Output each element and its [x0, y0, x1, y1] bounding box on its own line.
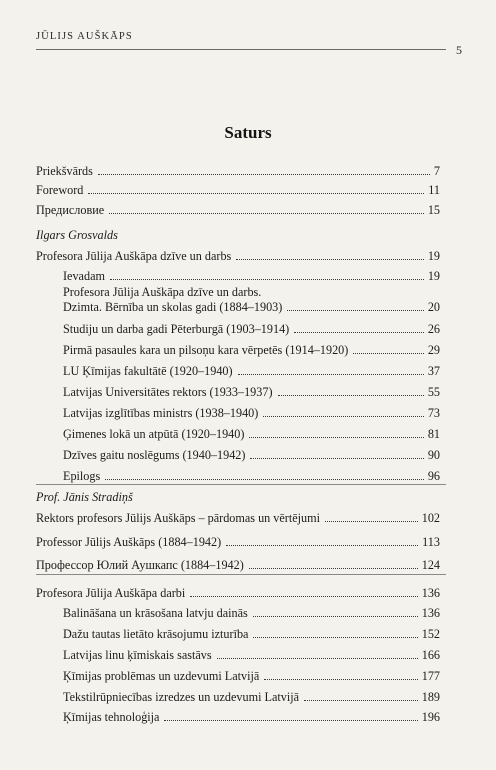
- toc-section-heading: [36, 586, 440, 600]
- toc-entry-label: Epilogs: [63, 469, 101, 483]
- toc-entry: [63, 364, 440, 378]
- toc-entry-page: 19: [427, 269, 440, 283]
- leader-dots: [88, 192, 424, 194]
- toc-entry-prefix: Profesora Jūlija Auškāpa dzīve un darbs.: [63, 285, 262, 299]
- leader-dots: [164, 719, 417, 721]
- toc-entry-page: 96: [427, 469, 440, 483]
- toc-entry: [63, 627, 440, 641]
- toc-entry: [36, 511, 440, 525]
- toc-entry: [36, 203, 440, 217]
- toc-entry-page: 102: [421, 511, 440, 525]
- toc-entry: [63, 710, 440, 724]
- toc-entry-label: Balināšana un krāsošana latvju dainās: [63, 606, 248, 620]
- toc-entry-label: Dažu tautas lietāto krāsojumu izturība: [63, 627, 249, 641]
- leader-dots: [250, 457, 423, 459]
- toc-entry-page: 26: [427, 322, 440, 336]
- toc-entry: [36, 558, 440, 572]
- leader-dots: [304, 699, 418, 701]
- toc-section-heading: [36, 249, 440, 263]
- toc-entry-page: 73: [427, 406, 440, 420]
- toc-entry: [63, 690, 440, 704]
- toc-entry: [63, 269, 440, 283]
- toc-entry-page: 11: [428, 183, 440, 197]
- section-divider: [36, 484, 446, 485]
- leader-dots: [263, 415, 423, 417]
- leader-dots: [217, 657, 418, 659]
- toc-entry-label: Tekstilrūpniecības izredzes un uzdevumi Latvijā: [63, 690, 300, 704]
- leader-dots: [278, 394, 424, 396]
- toc-entry-label: Профессор Юлий Аушкапс (1884–1942): [36, 558, 244, 572]
- toc-entry-label: Ķīmijas problēmas un uzdevumi Latvijā: [63, 669, 260, 683]
- toc-entry-page: 37: [427, 364, 440, 378]
- toc-entry-page: 20: [427, 300, 440, 314]
- toc-entry-label: LU Ķīmijas fakultātē (1920–1940): [63, 364, 233, 378]
- toc-entry-label: Latvijas izglītības ministrs (1938–1940): [63, 406, 259, 420]
- leader-dots: [236, 258, 424, 260]
- toc-entry: [36, 535, 440, 549]
- toc-entry-page: 124: [421, 558, 440, 572]
- toc-entry: [36, 183, 440, 197]
- toc-entry-page: 189: [421, 690, 440, 704]
- leader-dots: [109, 212, 424, 214]
- toc-entry-label: Dzimta. Bērnība un skolas gadi (1884–1903): [63, 300, 283, 314]
- leader-dots: [294, 331, 424, 333]
- toc-entry-page: 152: [421, 627, 440, 641]
- leader-dots: [353, 352, 424, 354]
- toc-entry-page: 55: [427, 385, 440, 399]
- toc-entry-page: 19: [427, 249, 440, 263]
- toc-entry-label: Studiju un darba gadi Pēterburgā (1903–1914): [63, 322, 290, 336]
- toc-entry-page: 166: [421, 648, 440, 662]
- toc-entry: [63, 606, 440, 620]
- toc-entry: [63, 427, 440, 441]
- toc-entry-page: 196: [421, 710, 440, 724]
- leader-dots: [253, 615, 418, 617]
- leader-dots: [249, 436, 423, 438]
- toc-entry-page: 177: [421, 669, 440, 683]
- toc-entry-page: 15: [427, 203, 440, 217]
- toc-entry: [63, 648, 440, 662]
- toc-entry-label: Foreword: [36, 183, 84, 197]
- leader-dots: [190, 595, 417, 597]
- toc-entry-label: Priekšvārds: [36, 164, 93, 178]
- toc-entry-label: Professor Jūlijs Auškāps (1884–1942): [36, 535, 222, 549]
- leader-dots: [110, 278, 424, 280]
- toc-entry-label: Ķīmijas tehnoloģija: [63, 710, 160, 724]
- toc-entry: [63, 343, 440, 357]
- toc-entry-page: 136: [421, 606, 440, 620]
- toc-entry-label: Latvijas linu ķīmiskais sastāvs: [63, 648, 212, 662]
- page-number: 5: [456, 43, 462, 57]
- toc-entry: [63, 469, 440, 483]
- toc-entry-page: 90: [427, 448, 440, 462]
- toc-entry-label: Profesora Jūlija Auškāpa darbi: [36, 586, 186, 600]
- leader-dots: [325, 520, 418, 522]
- toc-entry-page: 29: [427, 343, 440, 357]
- toc-entry-label: Pirmā pasaules kara un pilsoņu kara vērpetēs (1914–1920): [63, 343, 349, 357]
- running-head: JŪLIJS AUŠKĀPS: [36, 31, 133, 42]
- toc-entry-label: Ģimenes lokā un atpūtā (1920–1940): [63, 427, 245, 441]
- toc-entry-label: Предисловие: [36, 203, 105, 217]
- toc-entry: [63, 322, 440, 336]
- toc-entry-page: 136: [421, 586, 440, 600]
- toc-entry-label: Latvijas Universitātes rektors (1933–1937): [63, 385, 273, 399]
- toc-entry-label: Rektors profesors Jūlijs Auškāps – pārdomas un vērtējumi: [36, 511, 321, 525]
- toc-entry-page: 113: [422, 535, 440, 549]
- leader-dots: [264, 678, 417, 680]
- leader-dots: [226, 544, 418, 546]
- toc-entry: [63, 448, 440, 462]
- leader-dots: [253, 636, 417, 638]
- toc-entry-label: Ievadam: [63, 269, 105, 283]
- leader-dots: [238, 373, 424, 375]
- toc-entry: [63, 385, 440, 399]
- toc-entry: [36, 164, 440, 178]
- toc-entry: [63, 669, 440, 683]
- toc-entry: [63, 300, 440, 314]
- section-author: Ilgars Grosvalds: [36, 228, 118, 242]
- toc-entry: [63, 406, 440, 420]
- leader-dots: [249, 567, 418, 569]
- toc-entry-label: Profesora Jūlija Auškāpa dzīve un darbs: [36, 249, 232, 263]
- leader-dots: [105, 478, 424, 480]
- section-author: Prof. Jānis Stradiņš: [36, 490, 133, 504]
- toc-entry-page: 7: [433, 164, 440, 178]
- leader-dots: [98, 173, 430, 175]
- section-divider: [36, 574, 446, 575]
- toc-entry-page: 81: [427, 427, 440, 441]
- toc-entry-label: Dzīves gaitu noslēgums (1940–1942): [63, 448, 246, 462]
- page-title: Saturs: [224, 123, 272, 142]
- leader-dots: [287, 309, 423, 311]
